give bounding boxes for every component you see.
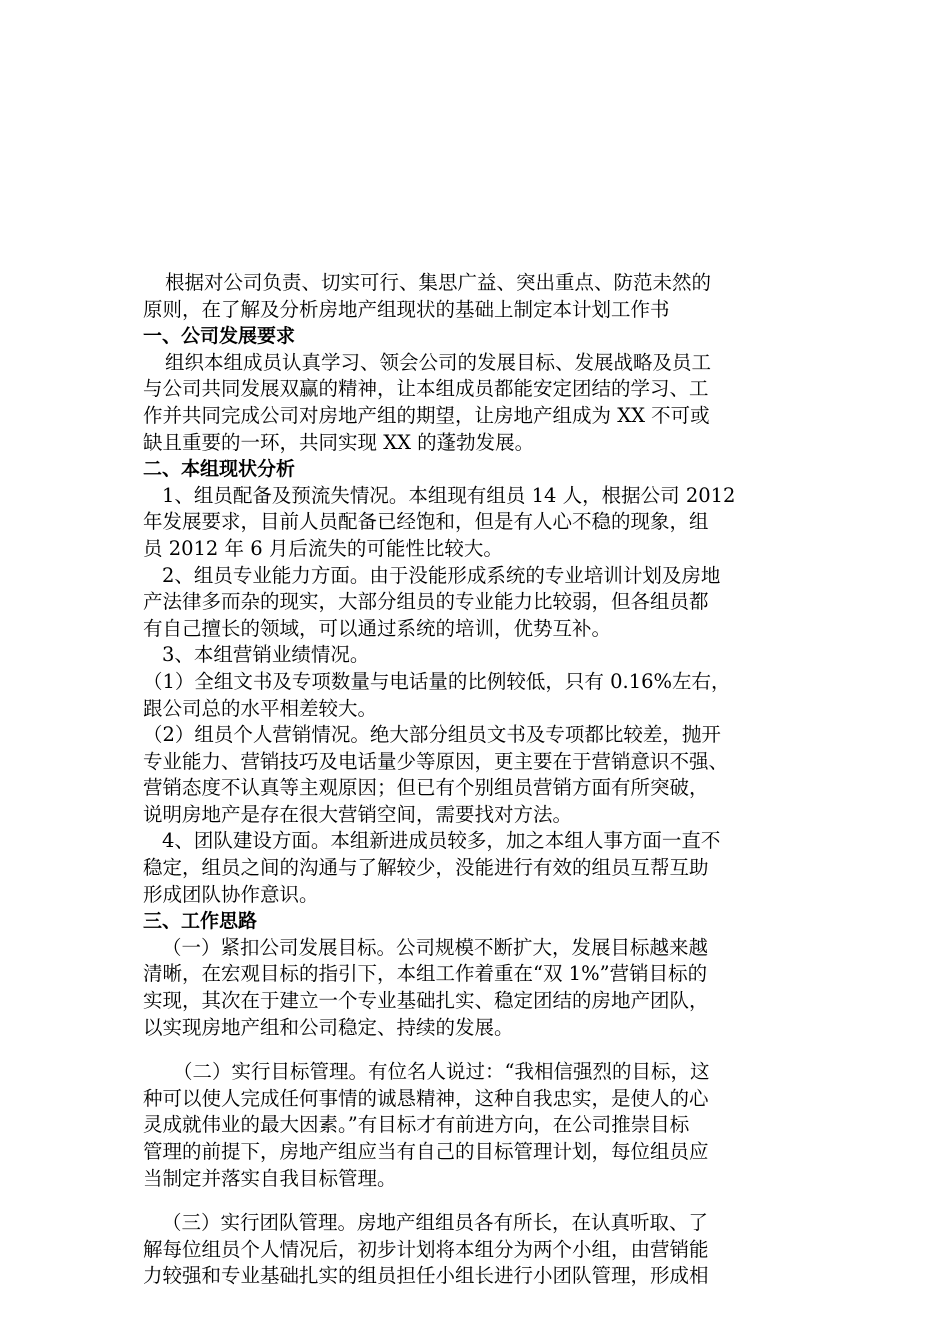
paragraph — [143, 935, 808, 1041]
text-line: 种可以使人完成任何事情的诚恳精神，这种自我忠实，是使人的心 — [143, 1086, 709, 1110]
section-heading — [143, 323, 808, 350]
text-line: 缺且重要的一环，共同实现 XX 的蓬勃发展。 — [143, 430, 535, 454]
text-line: 4、团队建设方面。本组新进成员较多，加之本组人事方面一直不 — [162, 829, 721, 853]
text-line: 说明房地产是存在很大营销空间，需要找对方法。 — [143, 802, 573, 826]
paragraph — [143, 483, 808, 563]
paragraph — [143, 642, 808, 669]
text-line: 原则，在了解及分析房地产组现状的基础上制定本计划工作书 — [143, 297, 670, 321]
text-line: 年发展要求，目前人员配备已经饱和，但是有人心不稳的现象，组 — [143, 510, 709, 534]
paragraph — [143, 722, 808, 828]
text-line: 形成团队协作意识。 — [143, 882, 319, 906]
text-line: 解每位组员个人情况后，初步计划将本组分为两个小组，由营销能 — [143, 1237, 709, 1261]
text-line: 2、组员专业能力方面。由于没能形成系统的专业培训计划及房地 — [162, 563, 721, 587]
text-line: 3、本组营销业绩情况。 — [162, 643, 370, 667]
text-line: 清晰，在宏观目标的指引下，本组工作着重在“双 1%”营销目标的 — [143, 962, 708, 986]
text-line: 灵成就伟业的最大因素。”有目标才有前进方向，在公司推崇目标 — [143, 1113, 690, 1137]
paragraph — [143, 270, 808, 323]
text-line: 员 2012 年 6 月后流失的可能性比较大。 — [143, 536, 503, 560]
heading-text: 二、本组现状分析 — [143, 458, 296, 481]
section-heading — [143, 456, 808, 483]
paragraph — [143, 669, 808, 722]
heading-text: 三、工作思路 — [143, 910, 258, 933]
text-line: 与公司共同发展双赢的精神，让本组成员都能安定团结的学习、工 — [143, 377, 709, 401]
text-line: 组织本组成员认真学习、领会公司的发展目标、发展战略及员工 — [165, 350, 712, 374]
paragraph — [143, 563, 808, 643]
text-line: 作并共同完成公司对房地产组的期望，让房地产组成为 XX 不可或 — [143, 403, 710, 427]
text-line: （三）实行团队管理。房地产组组员各有所长，在认真听取、了 — [162, 1211, 709, 1235]
text-line: 产法律多而杂的现实，大部分组员的专业能力比较弱，但各组员都 — [143, 590, 709, 614]
paragraph-spacer — [143, 1192, 808, 1210]
text-line: 有自己擅长的领域，可以通过系统的培训，优势互补。 — [143, 616, 612, 640]
text-line: 实现，其次在于建立一个专业基础扎实、稳定团结的房地产团队， — [143, 989, 709, 1013]
paragraph — [143, 1210, 808, 1290]
text-line: 以实现房地产组和公司稳定、持续的发展。 — [143, 1015, 514, 1039]
text-line: （二）实行目标管理。有位名人说过：“我相信强烈的目标，这 — [173, 1060, 710, 1084]
text-line: （1）全组文书及专项数量与电话量的比例较低，只有 0.16%左右， — [143, 669, 731, 693]
heading-text: 一、公司发展要求 — [143, 325, 296, 348]
text-line: （一）紧扣公司发展目标。公司规模不断扩大，发展目标越来越 — [162, 935, 709, 959]
text-line: 专业能力、营销技巧及电话量少等原因，更主要在于营销意识不强、 — [143, 749, 729, 773]
text-line: 1、组员配备及预流失情况。本组现有组员 14 人，根据公司 2012 — [162, 483, 736, 507]
text-line: 稳定，组员之间的沟通与了解较少，没能进行有效的组员互帮互助 — [143, 856, 709, 880]
text-line: 跟公司总的水平相差较大。 — [143, 696, 378, 720]
text-line: 根据对公司负责、切实可行、集思广益、突出重点、防范未然的 — [165, 271, 712, 294]
text-line: 力较强和专业基础扎实的组员担任小组长进行小团队管理，形成相 — [143, 1264, 709, 1288]
text-line: 当制定并落实自我目标管理。 — [143, 1166, 397, 1190]
section-heading — [143, 908, 808, 935]
text-line: （2）组员个人营销情况。绝大部分组员文书及专项都比较差，抛开 — [143, 723, 721, 747]
paragraph — [143, 828, 808, 908]
paragraph — [143, 1059, 808, 1192]
text-line: 管理的前提下，房地产组应当有自己的目标管理计划，每位组员应 — [143, 1140, 709, 1163]
text-line: 营销态度不认真等主观原因；但已有个别组员营销方面有所突破， — [143, 776, 709, 800]
paragraph — [143, 350, 808, 456]
document-page — [143, 270, 808, 1290]
paragraph-spacer — [143, 1041, 808, 1059]
